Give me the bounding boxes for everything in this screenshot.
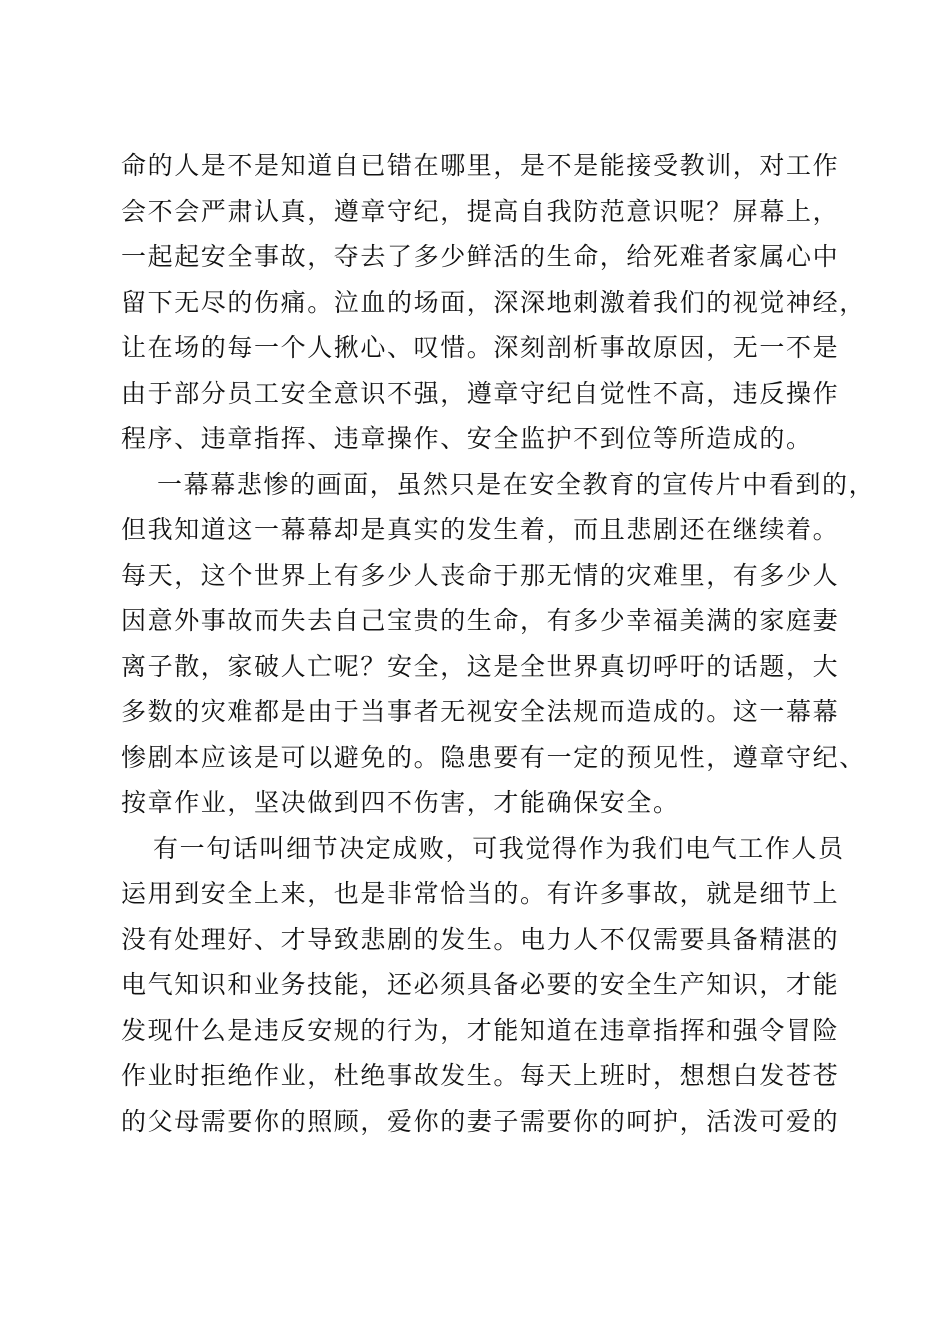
text-line: 一起起安全事故，夺去了多少鲜活的生命，给死难者家属心中 bbox=[121, 242, 840, 271]
text-line: 电气知识和业务技能，还必须具备必要的安全生产知识，才能 bbox=[121, 970, 840, 999]
text-line: 一幕幕悲惨的画面，虽然只是在安全教育的宣传片中看到的， bbox=[157, 469, 876, 499]
text-line: 但我知道这一幕幕却是真实的发生着，而且悲剧还在继续着。 bbox=[121, 515, 840, 544]
text-line: 发现什么是违反安规的行为，才能知道在违章指挥和强令冒险 bbox=[121, 1015, 840, 1045]
text-line: 运用到安全上来，也是非常恰当的。有许多事故，就是细节上 bbox=[121, 879, 840, 908]
text-line: 让在场的每一个人揪心、叹惜。深刻剖析事故原因，无一不是 bbox=[121, 333, 840, 362]
text-line: 离子散，家破人亡呢？安全，这是全世界真切呼吁的话题，大 bbox=[121, 651, 840, 681]
text-line: 会不会严肃认真，遵章守纪，提高自我防范意识呢？屏幕上， bbox=[121, 196, 840, 226]
text-line: 因意外事故而失去自己宝贵的生命，有多少幸福美满的家庭妻 bbox=[121, 606, 840, 635]
text-line: 程序、违章指挥、违章操作、安全监护不到位等所造成的。 bbox=[121, 424, 813, 453]
paragraph-3 bbox=[121, 826, 845, 1145]
text-line: 按章作业，坚决做到四不伤害，才能确保安全。 bbox=[121, 788, 680, 817]
text-line: 作业时拒绝作业，杜绝事故发生。每天上班时，想想白发苍苍 bbox=[121, 1061, 840, 1090]
text-line: 没有处理好、才导致悲剧的发生。电力人不仅需要具备精湛的 bbox=[121, 924, 840, 954]
text-line: 命的人是不是知道自已错在哪里，是不是能接受教训，对工作 bbox=[121, 151, 840, 180]
text-line: 多数的灾难都是由于当事者无视安全法规而造成的。这一幕幕 bbox=[121, 697, 840, 726]
text-line: 由于部分员工安全意识不强，遵章守纪自觉性不高，违反操作 bbox=[121, 378, 840, 408]
paragraph-1 bbox=[121, 143, 866, 462]
text-line: 留下无尽的伤痛。泣血的场面，深深地刺激着我们的视觉神经， bbox=[121, 287, 866, 317]
body-text bbox=[121, 143, 876, 1144]
text-line: 每天，这个世界上有多少人丧命于那无情的灾难里，有多少人 bbox=[121, 560, 840, 590]
paragraph-2 bbox=[121, 462, 876, 826]
text-line: 惨剧本应该是可以避免的。隐患要有一定的预见性，遵章守纪、 bbox=[121, 742, 866, 772]
text-line: 有一句话叫细节决定成败，可我觉得作为我们电气工作人员 bbox=[153, 833, 845, 863]
text-line: 的父母需要你的照顾，爱你的妻子需要你的呵护，活泼可爱的 bbox=[121, 1106, 840, 1136]
